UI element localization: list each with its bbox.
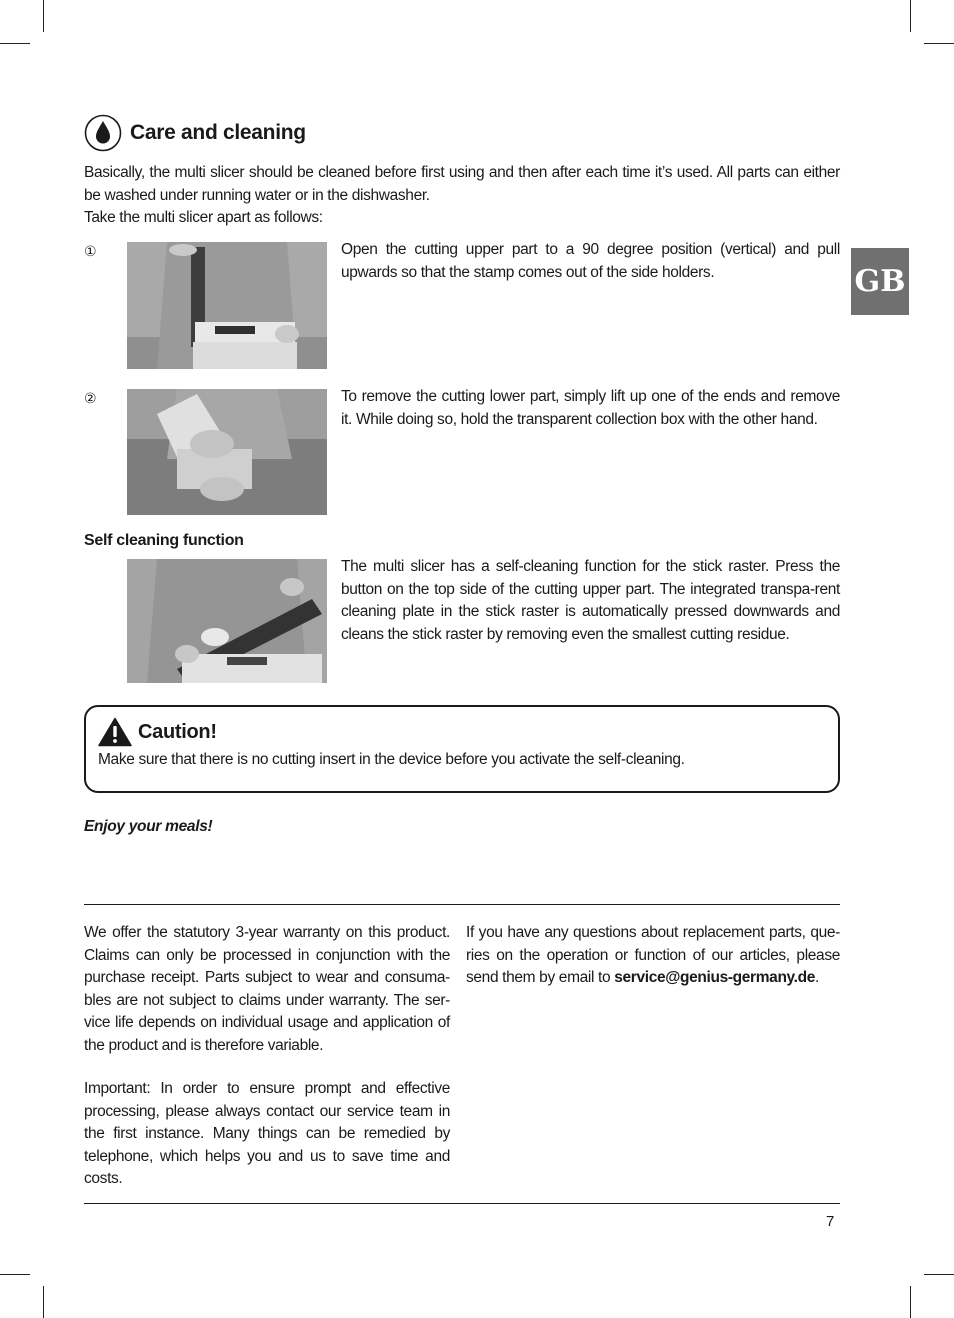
service-contact-end: . [815, 969, 819, 986]
step-1-photo [127, 242, 327, 369]
section-title: Care and cleaning [130, 121, 306, 144]
crop-mark [924, 43, 954, 44]
step-2-photo [127, 389, 327, 515]
self-cleaning-photo [127, 559, 327, 683]
crop-mark [910, 0, 911, 32]
step-2-marker: ② [84, 390, 97, 406]
caution-title: Caution! [138, 720, 217, 743]
intro-paragraph: Basically, the multi slicer should be cleaned before first using and then after each time it’s used. All parts can either be washed under running water or in the dishwasher. [84, 164, 840, 204]
crop-mark [0, 1274, 30, 1275]
section-heading [84, 114, 306, 152]
crop-mark [43, 0, 44, 32]
self-cleaning-title: Self cleaning function [84, 532, 244, 549]
crop-mark [910, 1286, 911, 1318]
crop-mark [924, 1274, 954, 1275]
self-cleaning-text: The multi slicer has a self-cleaning function for the stick raster. Press the button on the top side of the cutting upper part. The integrated transpa-rent cleaning plate in the stick raster is automatically pressed downwards and cleans the stick raster by removing even the smallest cutting residue. [341, 558, 840, 643]
crop-mark [43, 1286, 44, 1318]
divider-top [84, 904, 840, 905]
closing-line: Enjoy your meals! [84, 818, 213, 835]
caution-box [84, 705, 840, 793]
step-1-text: Open the cutting upper part to a 90 degree position (vertical) and pull upwards so that the stamp comes out of the side holders. [341, 241, 840, 281]
language-tab: GB [851, 248, 909, 315]
warning-triangle-icon [98, 717, 132, 747]
intro-instruction: Take the multi slicer apart as follows: [84, 209, 323, 226]
caution-heading [98, 717, 217, 747]
caution-text: Make sure that there is no cutting insert in the device before you activate the self-cleaning. [98, 751, 685, 768]
water-drop-icon [84, 114, 122, 152]
divider-bottom [84, 1203, 840, 1204]
warranty-paragraph-1: We offer the statutory 3-year warranty on this product. Claims can only be processed in conjunction with the purchase receipt. Parts subject to wear and consuma-bles are not subject to claims under warranty. The ser-vice life depends on individual usage and application of the product and is therefore variable. [84, 924, 450, 1054]
crop-mark [0, 43, 30, 44]
step-1-marker: ① [84, 243, 97, 259]
step-2-text: To remove the cutting lower part, simply lift up one of the ends and remove it. While doing so, hold the transparent collection box with the other hand. [341, 388, 840, 428]
service-email-link[interactable]: service@genius-germany.de [614, 969, 816, 986]
service-contact-text: If you have any questions about replacement parts, que-ries on the operation or function of our articles, please send them by email to [466, 924, 840, 986]
service-contact-paragraph [466, 922, 840, 990]
warranty-paragraph-2: Important: In order to ensure prompt and effective processing, please always contact our service team in the first instance. Many things can be remedied by telephone, which helps you and us to save time and costs. [84, 1080, 450, 1187]
page-number: 7 [826, 1213, 835, 1230]
